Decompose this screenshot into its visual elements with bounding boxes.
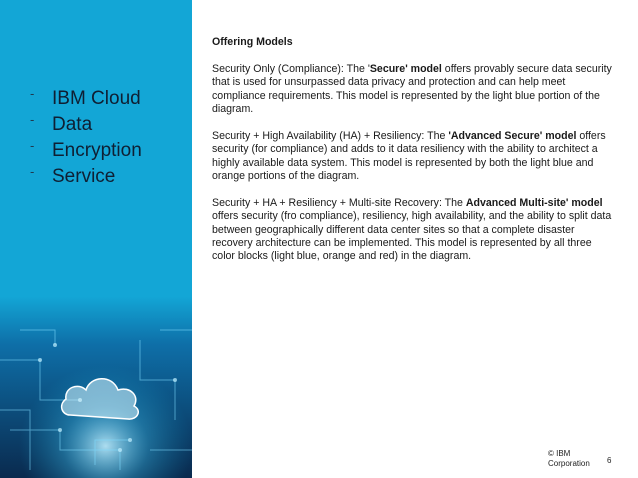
bullet-marker: - xyxy=(30,86,35,101)
bullet-marker: - xyxy=(30,138,35,153)
paragraph-advanced-secure-model: Security + High Availability (HA) + Resiliency: The 'Advanced Secure' model offers security (for compliance) and adds to it data resiliency with the ability to architect a highly available data system. This model is represented by both the light blue and orange portions of the diagram. xyxy=(212,129,606,183)
topic-item-ibm-cloud: - IBM Cloud xyxy=(30,86,142,112)
topic-list xyxy=(30,86,142,190)
paragraph-secure-model: Security Only (Compliance): The 'Secure' model offers provably secure data security that is used for unsurpassed data privacy and protection and can help meet compliance requirements. This model is represented by the light blue portion of the diagram. xyxy=(212,62,612,116)
bullet-marker: - xyxy=(30,112,35,127)
topic-item-service: - Service xyxy=(30,164,142,190)
slide-content xyxy=(212,36,612,277)
section-heading: Offering Models xyxy=(212,36,293,48)
copyright-notice: © IBM Corporation xyxy=(548,449,590,468)
topic-item-encryption: - Encryption xyxy=(30,138,142,164)
topic-item-data: - Data xyxy=(30,112,142,138)
bullet-marker: - xyxy=(30,164,35,179)
cloud-network-graphic xyxy=(0,0,192,478)
page-number: 6 xyxy=(607,456,612,465)
paragraph-advanced-multisite-model: Security + HA + Resiliency + Multi-site Recovery: The Advanced Multi-site' model offers security (fro compliance), resiliency, high availability, and the ability to split data between geographically different data center sites so that a complete disaster recovery architecture can be implemented. This model is represented by all three color blocks (light blue, orange and red) in the diagram. xyxy=(212,196,612,263)
left-panel xyxy=(0,0,192,478)
